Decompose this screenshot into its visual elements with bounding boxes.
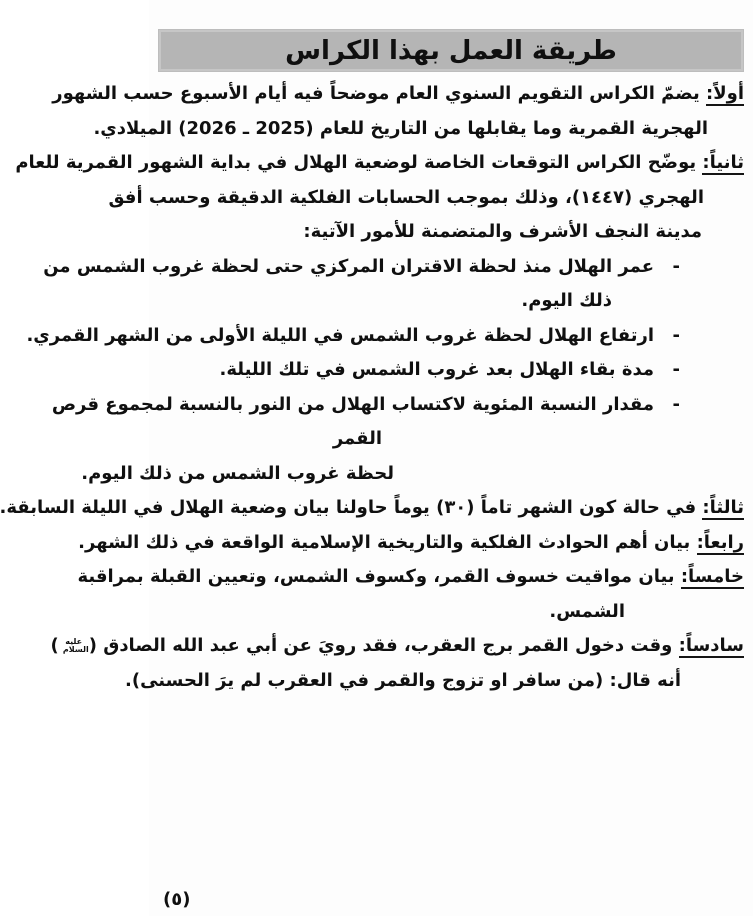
page-number: (٥) [163,889,191,910]
section-fourth-label: رابعاً: [696,531,744,553]
bullet-line: مقدار النسبة المئوية لاكتساب الهلال من النور بالنسبة لمجموع قرص [51,393,654,415]
bullet-text-wrap [43,250,654,319]
section-fifth-text-2: الشمس. [549,600,625,622]
bullet-dash: - [672,359,680,380]
bullet-line: عمر الهلال منذ لحظة الاقتران المركزي حتى لحظة غروب الشمس من [43,255,654,277]
honorific-close-paren: ) [50,635,59,656]
bullet-illumination-percent [51,388,744,492]
section-second-text-3: مدينة النجف الأشرف والمتضمنة للأمور الآتية: [303,221,702,242]
section-second-text: يوضّح الكراس التوقعات الخاصة لوضعية الهلال في بداية الشهور القمرية للعام [15,152,697,173]
section-fifth-line-1 [77,560,744,595]
section-sixth-label: سادساً: [678,635,744,656]
section-second-line-1 [15,146,744,181]
bullet-line: لحظة غروب الشمس من ذلك اليوم. [81,462,394,484]
bullet-text-wrap [26,319,654,354]
section-first-text-2: الهجرية القمرية وما يقابلها من التاريخ للعام (2025 ـ 2026) الميلادي. [93,117,708,139]
bullet-crescent-duration [158,353,744,388]
section-fourth-line-1 [78,526,744,561]
bullet-line: مدة بقاء الهلال بعد غروب الشمس في تلك الليلة. [219,359,654,380]
section-second-text-2: الهجري (١٤٤٧)، وذلك بموجب الحسابات الفلكية الدقيقة وحسب أفق [108,186,704,208]
section-third-label: ثالثاً: [702,497,744,518]
bullet-dash: - [672,393,680,415]
section-sixth-text-2: أنه قال: (من سافر او تزوج والقمر في العقرب لم يرَ الحسنى). [125,669,681,691]
title-banner [158,29,744,72]
section-fifth-label: خامساً: [680,566,744,587]
section-fifth-line-2 [158,595,744,630]
bullet-line: ذلك اليوم. [521,290,612,311]
section-first-line-1 [52,77,744,112]
alayhi-salam-honorific: عليه السلام [62,636,89,654]
bullet-line: القمر [332,428,382,449]
bullet-text-wrap [51,388,654,492]
section-second-line-2 [108,181,744,216]
section-sixth-line-1 [50,629,744,664]
section-third-line-1 [0,491,744,526]
section-first-line-2 [93,112,744,147]
bullet-crescent-altitude [26,319,744,354]
section-sixth-line-2 [125,664,744,699]
section-second-line-3 [158,215,744,250]
bullet-dash: - [672,255,680,277]
bullet-crescent-age [43,250,744,319]
bullet-text-wrap [158,353,654,388]
section-fourth-text: بيان أهم الحوادث الفلكية والتاريخية الإسلامية الواقعة في ذلك الشهر. [78,531,691,553]
section-second-label: ثانياً: [702,152,744,173]
section-first-label: أولاً: [706,83,744,104]
section-first-text: يضمّ الكراس التقويم السنوي العام موضحاً فيه أيام الأسبوع حسب الشهور [52,83,700,104]
page-title: طريقة العمل بهذا الكراس [285,35,617,66]
section-fifth-text: بيان مواقيت خسوف القمر، وكسوف الشمس، وتعيين القبلة بمراقبة [77,566,675,587]
section-third-text: في حالة كون الشهر تاماً (٣٠) يوماً حاولنا بيان وضعية الهلال في الليلة السابقة. [0,497,697,518]
bullet-dash: - [672,324,680,346]
section-sixth-text: وقت دخول القمر برج العقرب، فقد رويَ عن أبي عبد الله الصادق ( [88,635,673,656]
bullet-line: ارتفاع الهلال لحظة غروب الشمس في الليلة الأولى من الشهر القمري. [26,324,654,346]
